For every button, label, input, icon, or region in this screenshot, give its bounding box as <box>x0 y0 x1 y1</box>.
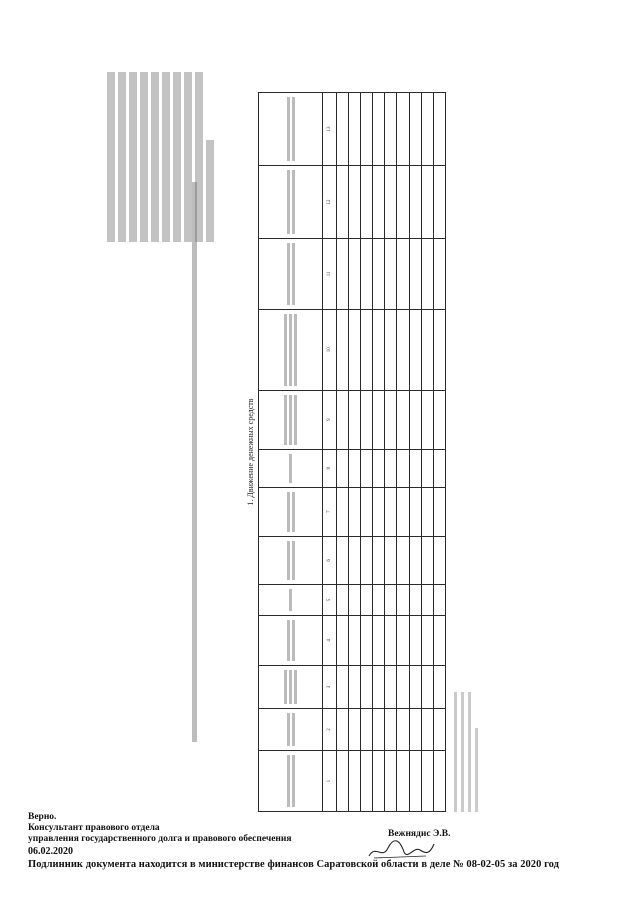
column-header <box>259 708 323 751</box>
column-header <box>259 93 323 166</box>
table-row <box>336 93 348 812</box>
column-header <box>259 615 323 666</box>
table-row <box>360 93 372 812</box>
certified-label: Верно. <box>28 812 57 822</box>
table-row <box>348 93 360 812</box>
rotated-report <box>100 62 540 842</box>
appendix-note <box>104 72 217 242</box>
signer-name: Вежнядис Э.В. <box>388 829 451 839</box>
certifier-position: Консультант правового отдела <box>28 823 160 833</box>
table-row <box>385 93 397 812</box>
column-header <box>259 449 323 487</box>
certification-block <box>28 812 408 857</box>
column-number: 8 <box>323 449 336 487</box>
table-footnotes <box>450 692 482 812</box>
column-header <box>259 309 323 390</box>
column-number: 7 <box>323 488 336 537</box>
table-header-row <box>259 93 323 812</box>
certification-date: 06.02.2020 <box>28 846 73 857</box>
column-header <box>259 751 323 812</box>
report-title <box>192 142 197 782</box>
table-row <box>397 93 409 812</box>
column-number: 3 <box>323 666 336 709</box>
column-number: 12 <box>323 166 336 239</box>
table-row <box>373 93 385 812</box>
column-number: 10 <box>323 309 336 390</box>
column-number: 1 <box>323 751 336 812</box>
table-row <box>409 93 421 812</box>
column-header <box>259 238 323 309</box>
column-header <box>259 536 323 585</box>
original-location-note: Подлинник документа находится в министерстве финансов Саратовской области в деле № 08-02-05 за 2020 год <box>28 859 559 870</box>
section-title: 1. Движение денежных средств <box>246 398 255 506</box>
report-table <box>258 92 446 812</box>
certifier-department: управления государственного долга и правового обеспечения <box>28 834 292 844</box>
column-number: 4 <box>323 615 336 666</box>
column-number: 9 <box>323 390 336 449</box>
column-header <box>259 666 323 709</box>
column-number: 11 <box>323 238 336 309</box>
table-row <box>433 93 445 812</box>
column-number: 5 <box>323 585 336 615</box>
column-header <box>259 166 323 239</box>
table-row <box>421 93 433 812</box>
column-number: 2 <box>323 708 336 751</box>
column-number: 13 <box>323 93 336 166</box>
column-header <box>259 390 323 449</box>
column-number-row <box>323 93 336 812</box>
column-header <box>259 488 323 537</box>
column-number: 6 <box>323 536 336 585</box>
column-header <box>259 585 323 615</box>
